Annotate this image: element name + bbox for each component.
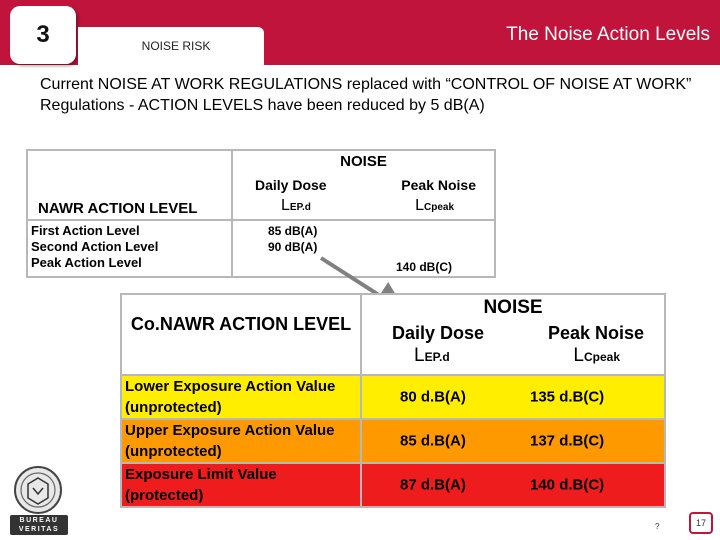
daily-dose-value: 80 d.B(A): [400, 388, 466, 406]
new-table-peak-noise-heading: Peak Noise: [547, 323, 644, 343]
new-table-noise-heading: NOISE: [483, 297, 543, 318]
lcp-main: L: [415, 197, 424, 214]
action-value-label: Lower Exposure Action Value (unprotected): [121, 375, 361, 419]
table-row: [121, 463, 665, 507]
old-table-header-row: [27, 150, 495, 220]
lcp-main: L: [573, 345, 584, 366]
new-table-header-right: [361, 294, 665, 375]
old-table-lcpeak-symbol: [415, 197, 454, 215]
action-value-label: Upper Exposure Action Value (unprotected): [121, 419, 361, 463]
lcp-subscript: Cpeak: [423, 202, 454, 213]
table-row: [121, 375, 665, 419]
old-table-body-row: [27, 220, 495, 277]
header-bar: [0, 0, 720, 65]
new-action-levels-table: [120, 293, 666, 508]
lep-subscript: EP.d: [424, 350, 450, 364]
lep-main: L: [414, 345, 425, 366]
lep-subscript: EP.d: [289, 202, 311, 213]
new-table-daily-dose-heading: Daily Dose: [392, 323, 485, 343]
old-table-lep-symbol: [281, 197, 311, 215]
table-row: [121, 419, 665, 463]
page-number: 17: [689, 512, 713, 534]
old-level-label: Second Action Level: [31, 239, 159, 254]
new-table-header-label: Co.NAWR ACTION LEVEL: [121, 294, 361, 375]
logo-caption-line: VERITAS: [18, 526, 60, 533]
new-table-lcpeak-symbol: [573, 345, 620, 367]
old-action-levels-table: [26, 149, 496, 278]
old-level-daily-value: 90 dB(A): [268, 240, 318, 254]
peak-noise-value: 135 d.B(C): [530, 388, 605, 406]
slide-title: The Noise Action Levels: [506, 24, 710, 45]
lcp-subscript: Cpeak: [583, 350, 620, 364]
action-value-cells: [361, 463, 665, 507]
slide-number: 3: [36, 21, 50, 48]
action-value-label: Exposure Limit Value (protected): [121, 463, 361, 507]
old-table-header-left: [27, 150, 232, 220]
old-level-label: First Action Level: [31, 223, 140, 238]
peak-noise-value: 137 d.B(C): [530, 432, 605, 450]
old-level-label: Peak Action Level: [31, 255, 142, 270]
old-table-daily-dose-heading: Daily Dose: [255, 177, 327, 193]
intro-text: Current NOISE AT WORK REGULATIONS replaced with “CONTROL OF NOISE AT WORK” Regulations - ACTION LEVELS have been reduced by 5 dB(A): [40, 76, 692, 114]
daily-dose-value: 87 d.B(A): [400, 476, 466, 494]
old-table-noise-heading: NOISE: [340, 153, 387, 170]
lep-main: L: [281, 197, 290, 214]
section-tab: [78, 27, 264, 65]
slide-number-badge: [10, 6, 76, 64]
action-value-cells: [361, 375, 665, 419]
old-table-level-names: [27, 220, 232, 277]
new-table-lep-symbol: [414, 345, 450, 367]
old-table-header-label: NAWR ACTION LEVEL: [38, 200, 198, 217]
old-table-header-right: [232, 150, 495, 220]
footnote-marker: ?: [655, 522, 660, 531]
daily-dose-value: 85 d.B(A): [400, 432, 466, 450]
peak-noise-value: 140 d.B(C): [530, 476, 605, 494]
new-table-header-row: [121, 294, 665, 375]
old-level-peak-value: 140 dB(C): [396, 260, 453, 274]
logo-caption-line: BUREAU: [19, 517, 59, 524]
old-level-daily-value: 85 dB(A): [268, 224, 318, 238]
old-table-level-values: [232, 220, 495, 277]
old-table-peak-noise-heading: Peak Noise: [401, 177, 476, 193]
section-tab-label: NOISE RISK: [141, 39, 211, 53]
logo-caption: [12, 516, 66, 534]
action-value-cells: [361, 419, 665, 463]
